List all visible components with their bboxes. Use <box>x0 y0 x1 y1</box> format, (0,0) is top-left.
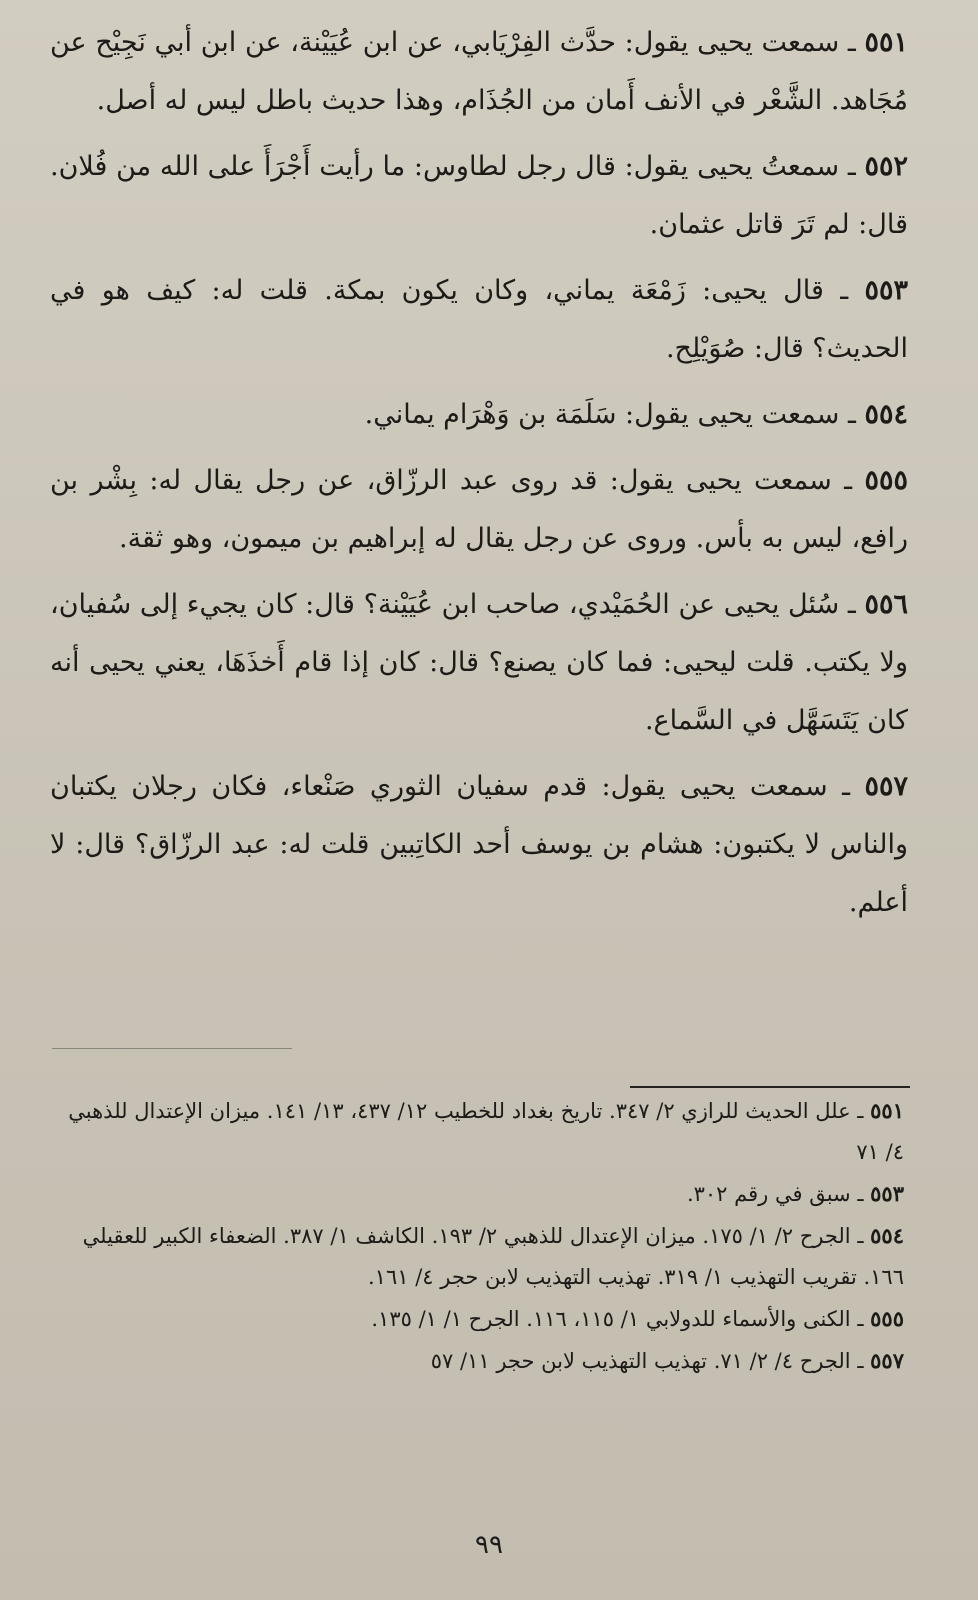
footnote-text: ـ سبق في رقم ٣٠٢. <box>686 1182 864 1206</box>
entry-text: ـ سمعت يحيى يقول: حدَّث الفِرْيَابي، عن ابن عُيَيْنة، عن ابن أبي نَجِيْح عن مُجَاهد. الشَّعْر في الأنف أَمان من الجُذَام، وهذا حديث باطل ليس له أصل. <box>50 27 908 116</box>
entry-number: ٥٥١ <box>864 27 908 58</box>
entry-number: ٥٥٣ <box>864 275 909 306</box>
entry-555 <box>50 452 908 568</box>
entry-text: ـ قال يحيى: زَمْعَة يماني، وكان يكون بمكة. قلت له: كيف هو في الحديث؟ قال: صُوَيْلِح. <box>50 275 908 364</box>
entry-554 <box>50 386 908 444</box>
footnote-number: ٥٥١ <box>870 1098 904 1123</box>
footnote-553 <box>52 1173 904 1215</box>
footnote-554 <box>52 1215 904 1298</box>
footnote-555 <box>52 1298 904 1340</box>
footnotes <box>52 1090 904 1382</box>
entry-552 <box>50 138 908 254</box>
footnote-number: ٥٥٤ <box>870 1223 904 1248</box>
footnote-557 <box>52 1340 904 1382</box>
entry-text: ـ سمعت يحيى يقول: قدم سفيان الثوري صَنْعاء، فكان رجلان يكتبان والناس لا يكتبون: هشام بن يوسف أحد الكاتِبين قلت له: عبد الرزّاق؟ قال: لا أعلم. <box>50 771 908 918</box>
entry-text: ـ سمعت يحيى يقول: قد روى عبد الرزّاق، عن رجل يقال له: بِشْر بن رافع، ليس به بأس. وروى عن رجل يقال له إبراهيم بن ميمون، وهو ثقة. <box>50 465 908 554</box>
entry-557 <box>50 758 908 932</box>
entry-number: ٥٥٧ <box>864 771 908 802</box>
entry-text: ـ سُئل يحيى عن الحُمَيْدي، صاحب ابن عُيَيْنة؟ قال: كان يجيء إلى سُفيان، ولا يكتب. قلت ليحيى: فما كان يصنع؟ قال: كان إذا قام أَخذَهَا، يعني يحيى أنه كان يَتَسَهَّل في السَّماع. <box>50 589 908 736</box>
footnote-text: ـ الجرح ٤/ ٢/ ٧١. تهذيب التهذيب لابن حجر ١١/ ٥٧ <box>430 1349 864 1373</box>
footnote-text: ـ الجرح ٢/ ١/ ١٧٥. ميزان الإعتدال للذهبي ٢/ ١٩٣. الكاشف ١/ ٣٨٧. الضعفاء الكبير للعقيلي ١٦٦. تقريب التهذيب ١/ ٣١٩. تهذيب التهذيب لابن حجر ٤/ ١٦١. <box>82 1224 904 1289</box>
entry-551 <box>50 14 908 130</box>
main-text <box>50 14 908 940</box>
entry-553 <box>50 262 908 378</box>
footnote-number: ٥٥٣ <box>870 1181 904 1206</box>
entry-556 <box>50 576 908 750</box>
entry-number: ٥٥٥ <box>864 465 908 496</box>
faint-divider <box>52 1048 292 1049</box>
footnote-text: ـ علل الحديث للرازي ٢/ ٣٤٧. تاريخ بغداد للخطيب ١٢/ ٤٣٧، ١٣/ ١٤١. ميزان الإعتدال للذهبي ٤/ ٧١ <box>68 1099 904 1164</box>
footnote-text: ـ الكنى والأسماء للدولابي ١/ ١١٥، ١١٦. الجرح ١/ ١/ ١٣٥. <box>371 1307 864 1331</box>
entry-number: ٥٥٢ <box>864 151 908 182</box>
footnote-551 <box>52 1090 904 1173</box>
footnote-divider <box>630 1086 910 1088</box>
entry-number: ٥٥٤ <box>864 399 908 430</box>
footnote-number: ٥٥٥ <box>870 1306 904 1331</box>
page-number: ٩٩ <box>475 1530 503 1560</box>
entry-text: ـ سمعتُ يحيى يقول: قال رجل لطاوس: ما رأيت أَجْرَأَ على الله من فُلان. قال: لم تَرَ قاتل عثمان. <box>50 151 908 240</box>
entry-text: ـ سمعت يحيى يقول: سَلَمَة بن وَهْرَام يماني. <box>364 399 856 430</box>
footnote-number: ٥٥٧ <box>870 1348 904 1373</box>
entry-number: ٥٥٦ <box>864 589 908 620</box>
